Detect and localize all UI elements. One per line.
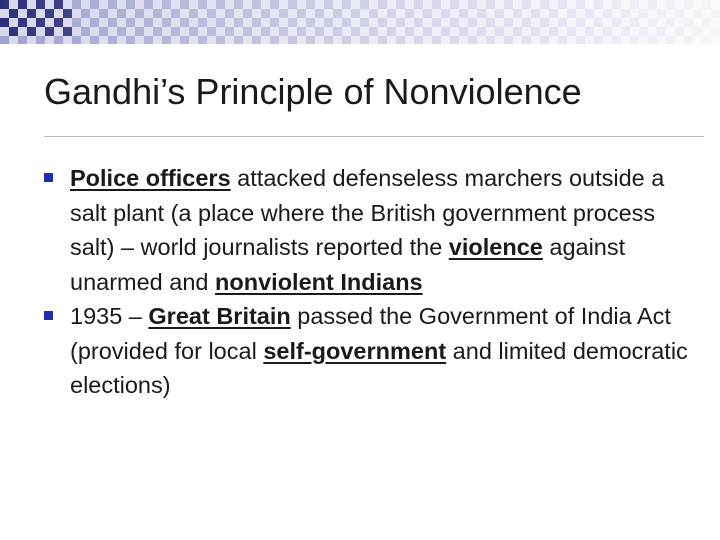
bullet-text-part: attacked defenseless marchers outside a salt plant (a place where the British government process salt) – world journalists reported the: [70, 165, 665, 260]
bullet-text-part: violence: [448, 234, 543, 260]
bullet-text-part: Great Britain: [148, 303, 291, 329]
header-checker-band: [0, 0, 720, 44]
square-bullet-icon: [44, 311, 53, 320]
bullet-text-part: against unarmed and: [70, 234, 626, 295]
bullet-text: [70, 165, 664, 295]
square-bullet-icon: [44, 173, 53, 182]
bullet-text-part: 1935 –: [70, 303, 149, 329]
bullet-item: [44, 161, 694, 299]
bullet-list: [44, 161, 694, 403]
bullet-text-part: Police officers: [70, 165, 231, 191]
bullet-item: [44, 299, 694, 403]
bullet-text-part: nonviolent Indians: [215, 268, 423, 295]
bullet-text-part: and limited democratic elections): [70, 337, 688, 398]
title-divider: [44, 136, 704, 137]
bullet-text-part: passed the Government of India Act (provided for local: [70, 303, 671, 364]
bullet-text-part: self-government: [263, 337, 447, 364]
bullet-text: [70, 303, 688, 398]
slide-title: Gandhi’s Principle of Nonviolence: [44, 71, 582, 112]
